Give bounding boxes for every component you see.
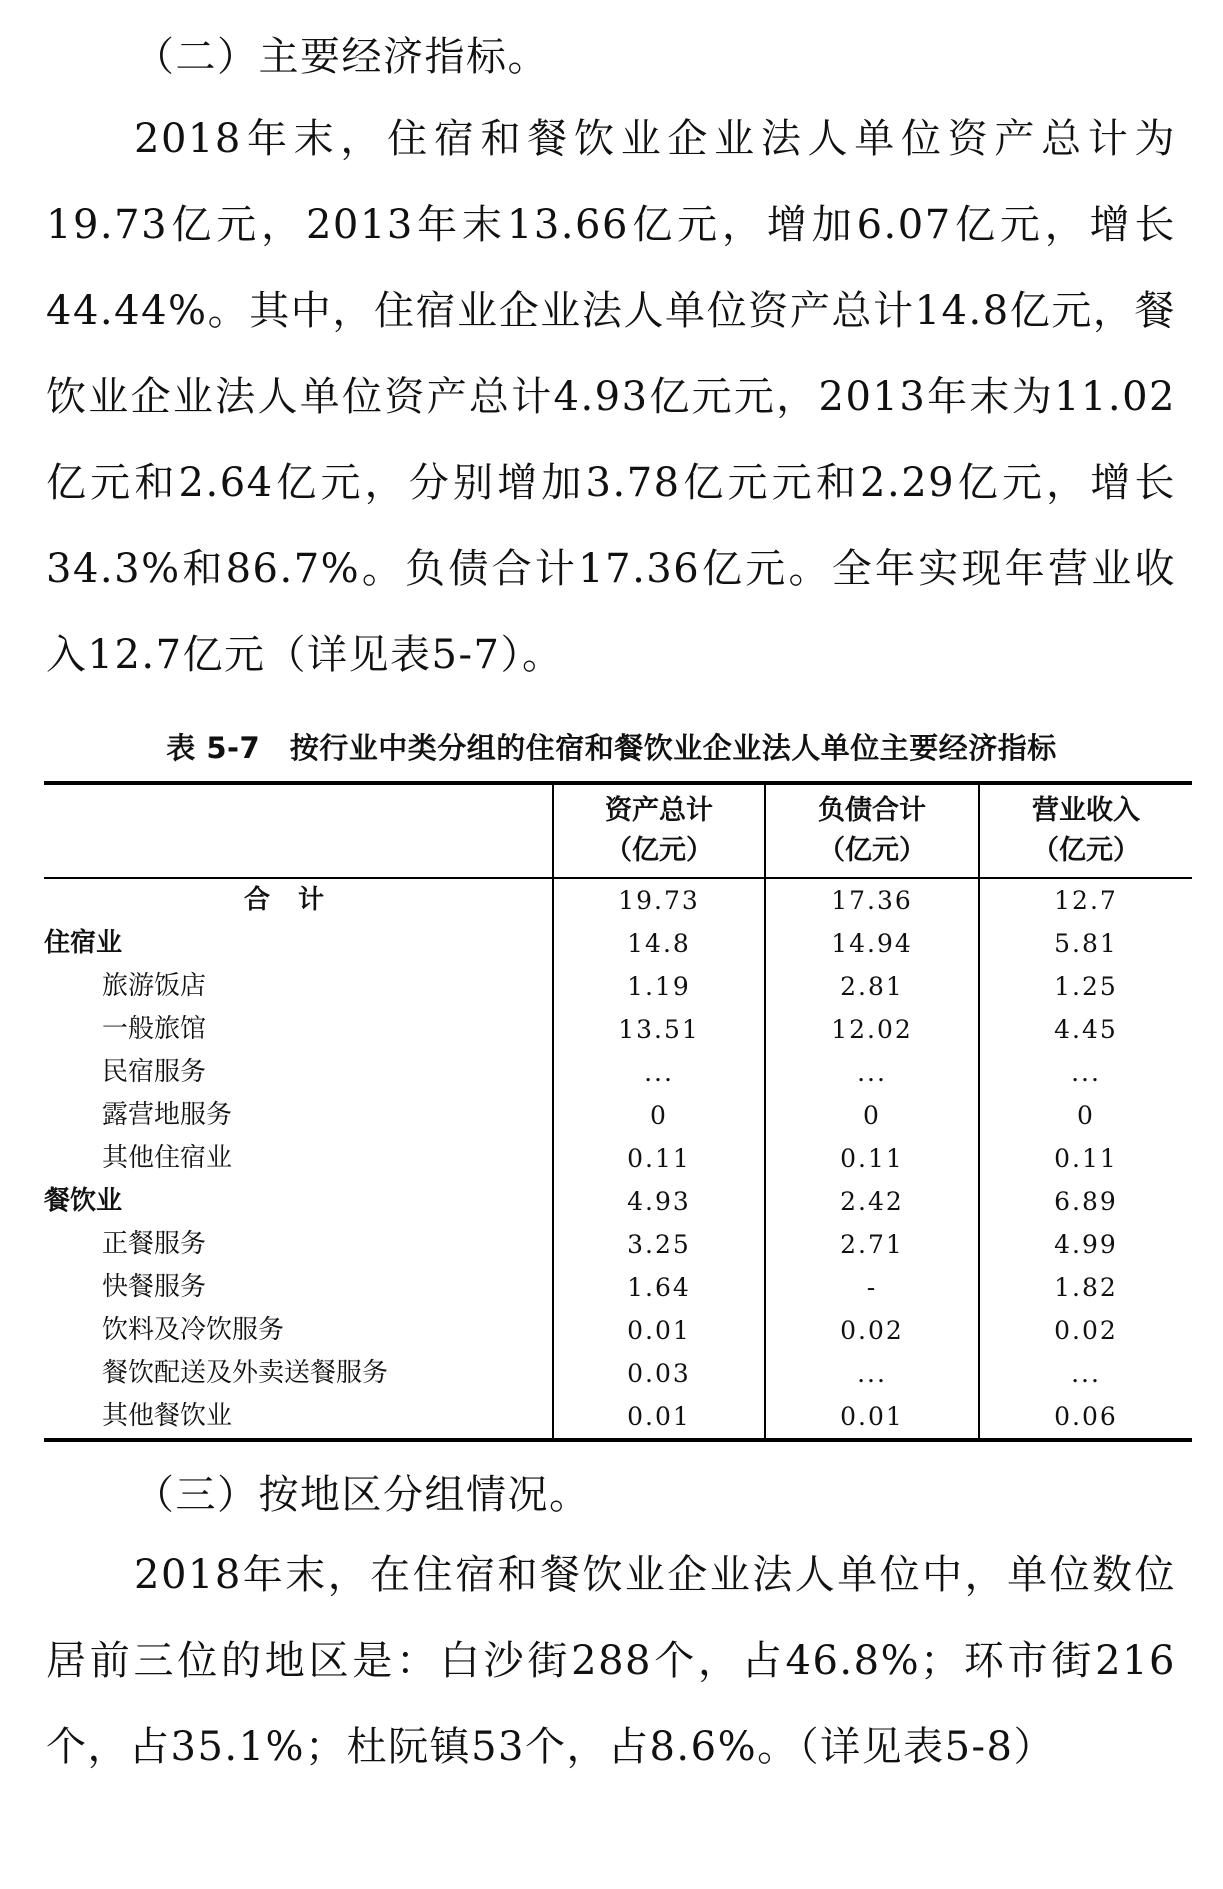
assets-value: 1.19 — [553, 965, 765, 1008]
row-label: 其他住宿业 — [102, 1143, 233, 1173]
revenue-value: 4.45 — [979, 1008, 1192, 1051]
assets-value: 13.51 — [553, 1008, 765, 1051]
revenue-value: ... — [979, 1051, 1192, 1094]
table-header-row — [44, 783, 1192, 878]
liabilities-value: 2.81 — [765, 965, 979, 1008]
revenue-value: 4.99 — [979, 1223, 1192, 1266]
revenue-value: 6.89 — [979, 1180, 1192, 1223]
header-blank — [44, 783, 553, 878]
liabilities-value: 14.94 — [765, 922, 979, 965]
header-assets: 资产总计 （亿元） — [553, 783, 765, 878]
revenue-value: 1.82 — [979, 1266, 1192, 1309]
assets-value: 4.93 — [553, 1180, 765, 1223]
table-row — [44, 1223, 1192, 1266]
liabilities-value: 0.01 — [765, 1395, 979, 1440]
row-label: 正餐服务 — [102, 1229, 207, 1259]
liabilities-value: 2.71 — [765, 1223, 979, 1266]
row-label: 民宿服务 — [102, 1057, 207, 1087]
liabilities-value: 0.02 — [765, 1309, 979, 1352]
assets-value: 0.01 — [553, 1309, 765, 1352]
liabilities-value: 0 — [765, 1094, 979, 1137]
revenue-value: 5.81 — [979, 922, 1192, 965]
row-label: 住宿业 — [44, 928, 123, 958]
assets-value: 0.11 — [553, 1137, 765, 1180]
row-label: 露营地服务 — [102, 1100, 233, 1130]
section-2-heading: （二）主要经济指标。 — [134, 34, 549, 80]
revenue-value: ... — [979, 1352, 1192, 1395]
row-label: 餐饮配送及外卖送餐服务 — [102, 1358, 389, 1388]
liabilities-value: 2.42 — [765, 1180, 979, 1223]
row-label: 餐饮业 — [44, 1186, 123, 1216]
revenue-value: 1.25 — [979, 965, 1192, 1008]
section-2-paragraph: 2018年末，住宿和餐饮业企业法人单位资产总计为19.73亿元，2013年末13.66亿元，增加6.07亿元，增长44.44%。其中，住宿业企业法人单位资产总计14.8亿元，餐饮业企业法人单位资产总计4.93亿元元，2013年末为11.02亿元和2.64亿元，分别增加3.78亿元元和2.29亿元，增长34.3%和86.7%。负债合计17.36亿元。全年实现年营业收入12.7亿元（详见表5-7）。 — [46, 116, 1176, 678]
liabilities-value: 12.02 — [765, 1008, 979, 1051]
table-row — [44, 1008, 1192, 1051]
assets-value: 0.01 — [553, 1395, 765, 1440]
assets-value: 1.64 — [553, 1266, 765, 1309]
table-row — [44, 1180, 1192, 1223]
row-label: 快餐服务 — [102, 1272, 207, 1302]
table-caption: 表 5-7 按行业中类分组的住宿和餐饮业企业法人单位主要经济指标 — [166, 731, 1057, 765]
table-row — [44, 1352, 1192, 1395]
revenue-value: 0.02 — [979, 1309, 1192, 1352]
revenue-value: 12.7 — [979, 878, 1192, 922]
table-row — [44, 1051, 1192, 1094]
revenue-value: 0.11 — [979, 1137, 1192, 1180]
assets-value: 3.25 — [553, 1223, 765, 1266]
assets-value: 19.73 — [553, 878, 765, 922]
header-revenue: 营业收入 （亿元） — [979, 783, 1192, 878]
liabilities-value: 17.36 — [765, 878, 979, 922]
assets-value: 0 — [553, 1094, 765, 1137]
row-label: 其他餐饮业 — [102, 1401, 233, 1431]
table-row — [44, 922, 1192, 965]
liabilities-value: - — [765, 1266, 979, 1309]
table-row — [44, 1094, 1192, 1137]
revenue-value: 0.06 — [979, 1395, 1192, 1440]
assets-value: ... — [553, 1051, 765, 1094]
table-row — [44, 878, 1192, 922]
header-liabilities: 负债合计 （亿元） — [765, 783, 979, 878]
revenue-value: 0 — [979, 1094, 1192, 1137]
section-3-paragraph: 2018年末，在住宿和餐饮业企业法人单位中，单位数位居前三位的地区是：白沙街288个，占46.8%；环市街216个，占35.1%；杜阮镇53个，占8.6%。（详见表5-8） — [46, 1552, 1176, 1770]
table-row — [44, 1266, 1192, 1309]
table-row — [44, 1309, 1192, 1352]
row-label: 饮料及冷饮服务 — [102, 1315, 285, 1345]
table-row — [44, 965, 1192, 1008]
row-label: 合计 — [243, 885, 352, 915]
economic-indicators-table — [44, 781, 1192, 1442]
table-row — [44, 1137, 1192, 1180]
table-row — [44, 1395, 1192, 1440]
assets-value: 0.03 — [553, 1352, 765, 1395]
row-label: 一般旅馆 — [102, 1014, 207, 1044]
assets-value: 14.8 — [553, 922, 765, 965]
row-label: 旅游饭店 — [102, 971, 207, 1001]
liabilities-value: ... — [765, 1352, 979, 1395]
liabilities-value: 0.11 — [765, 1137, 979, 1180]
section-3-heading: （三）按地区分组情况。 — [134, 1472, 591, 1518]
liabilities-value: ... — [765, 1051, 979, 1094]
